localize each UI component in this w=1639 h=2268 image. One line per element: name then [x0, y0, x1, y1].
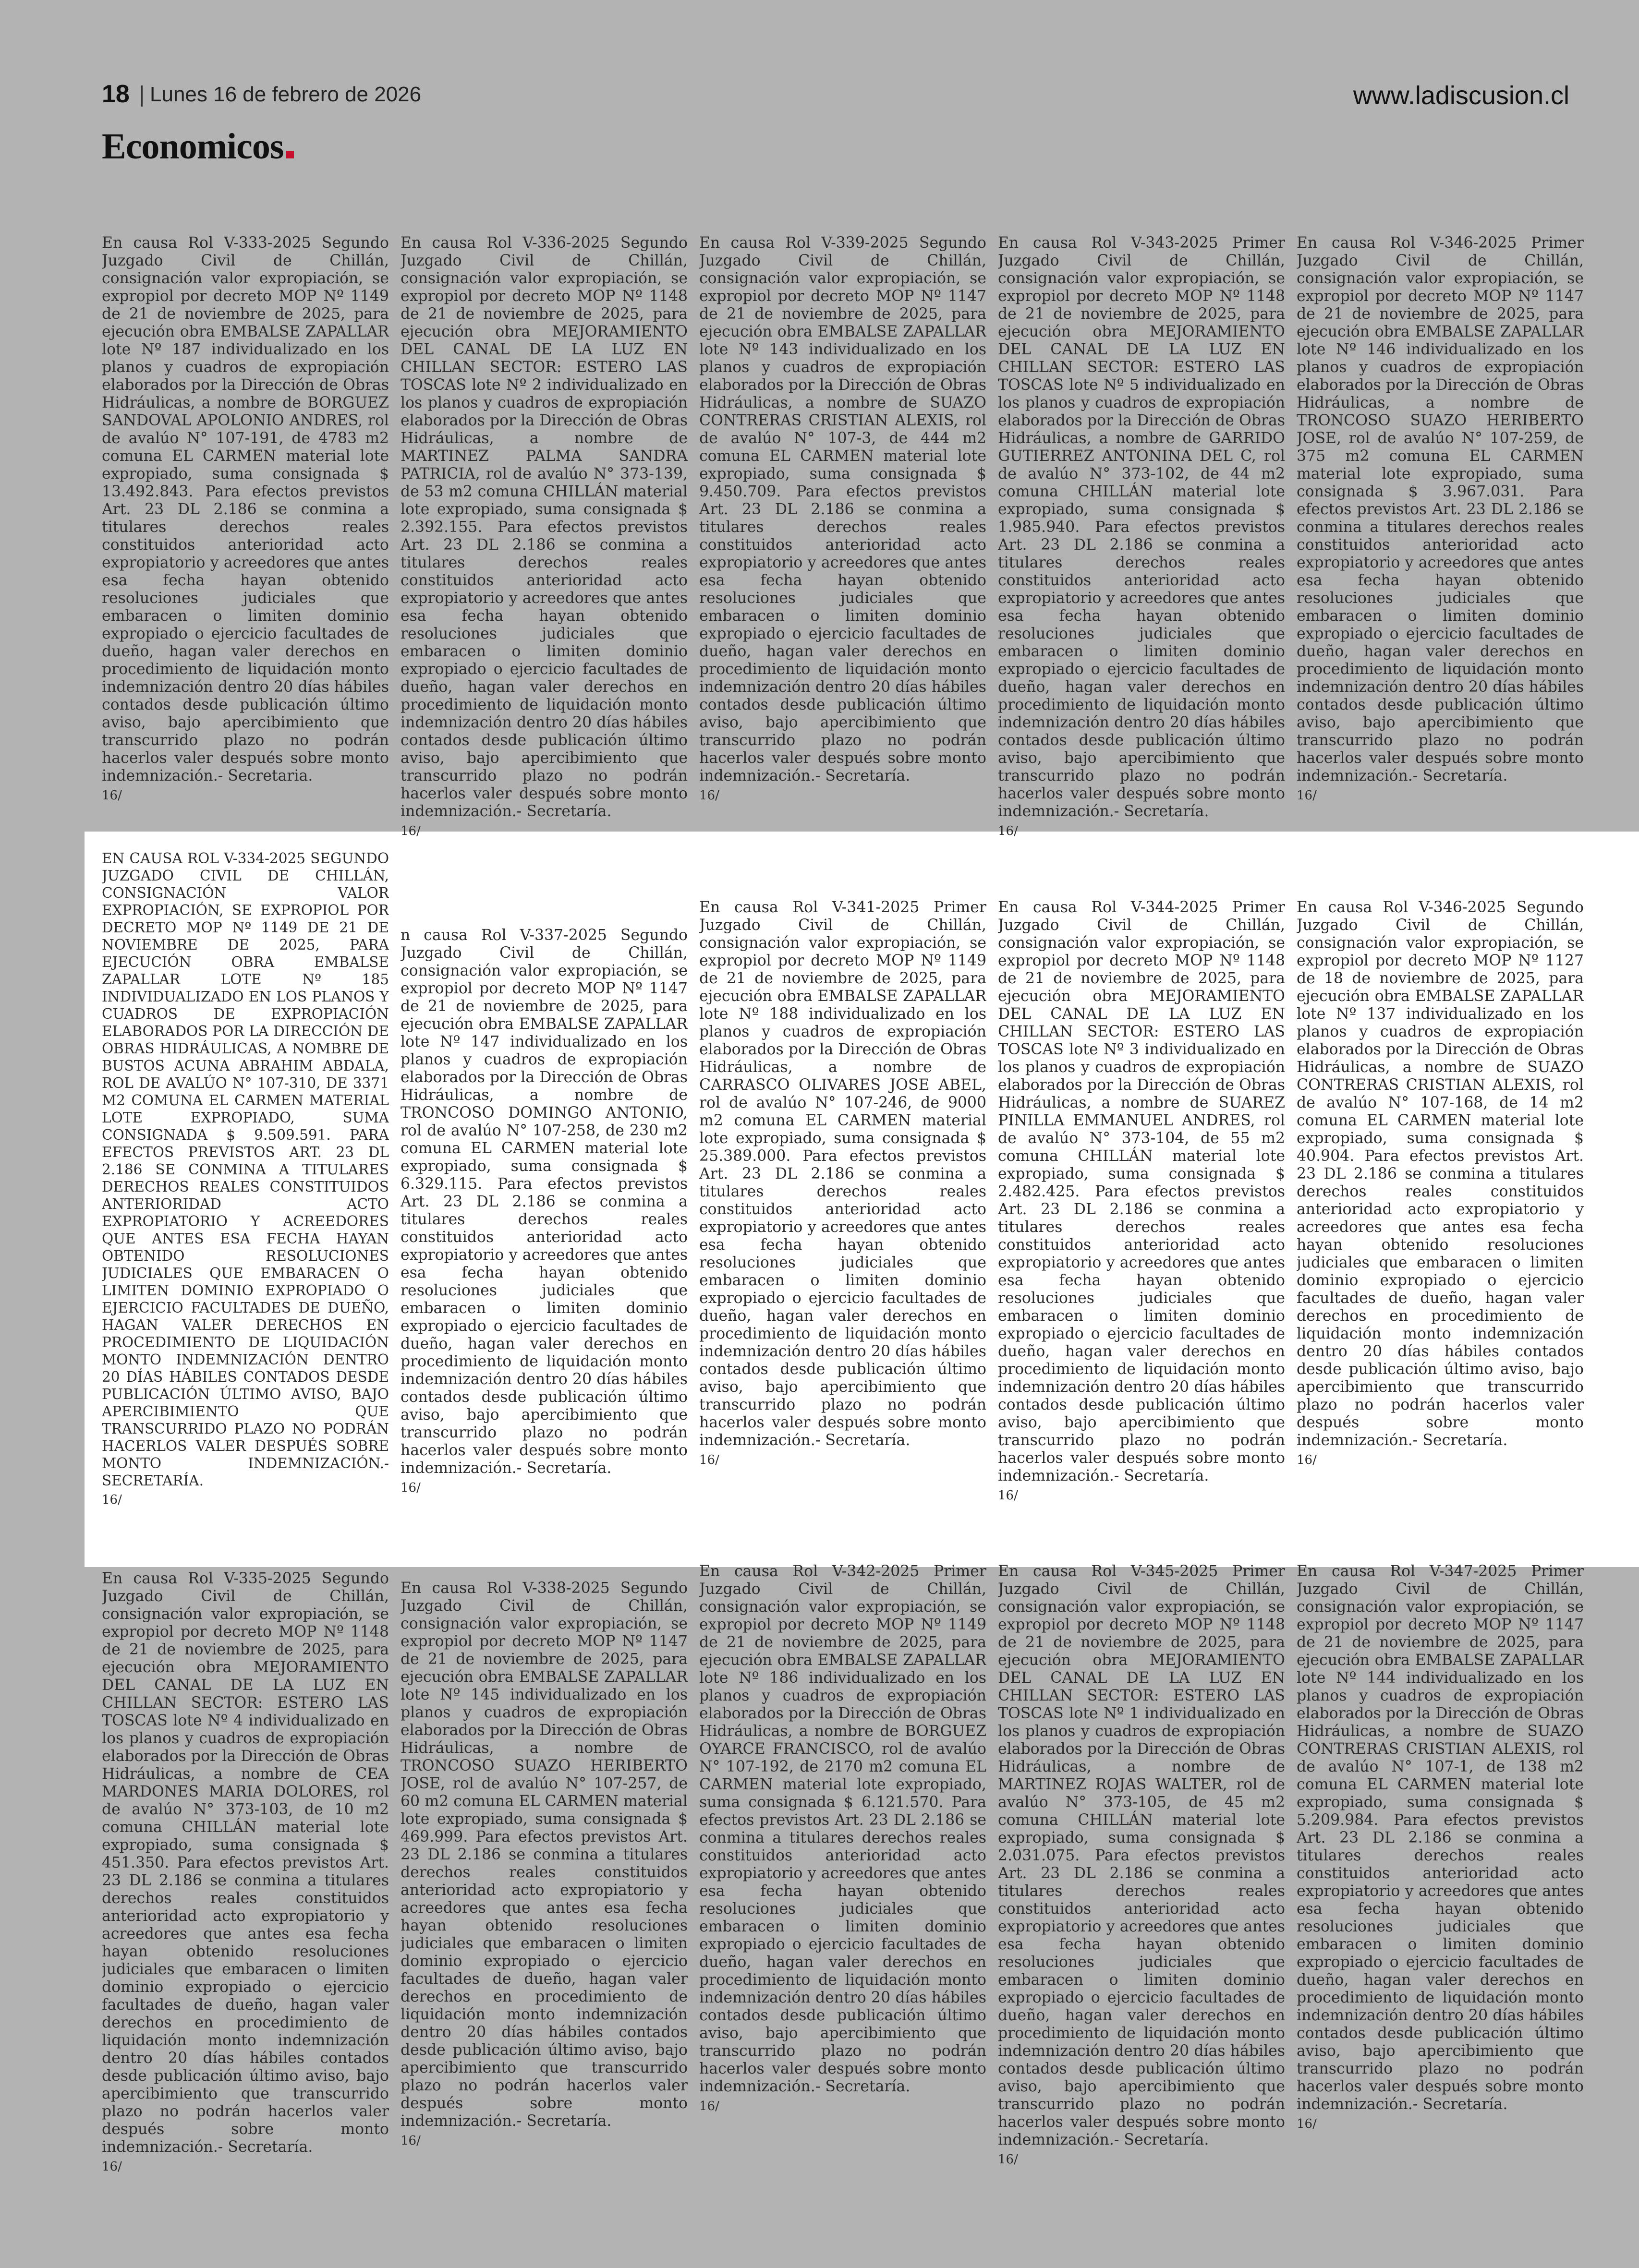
legal-notice: [102, 1570, 389, 2189]
legal-notice: [401, 234, 688, 878]
notice-text: En causa Rol V-339-2025 Segundo Juzgado Civil de Chillán, consignación valor expropiación, se expropiol por decreto MOP Nº 1147 de 21 de noviembre de 2025, para ejecución obra EMBALSE ZAPALLAR lote Nº 143 individualizado en los planos y cuadros de expropiación elaborados por la Dirección de Obras Hidráulicas, a nombre de SUAZO CONTRERAS CRISTIAN ALEXIS, rol de avalúo N° 107-3, de 444 m2 comuna EL CARMEN material lote expropiado, suma consignada $ 9.450.709. Para efectos previstos Art. 23 DL 2.186 se conmina a titulares derechos reales constituidos anterioridad acto expropiatorio y acreedores que antes esa fecha hayan obtenido resoluciones judiciales que embaracen o limiten dominio expropiado o ejercicio facultades de dueño, hagan valer derechos en procedimiento de liquidación monto indemnización dentro 20 días hábiles contados desde publicación último aviso, bajo apercibimiento que transcurrido plazo no podrán hacerlos valer después sobre monto indemnización.- Secretaría.: [699, 234, 986, 784]
issue-date: Lunes 16 de febrero de 2026: [150, 83, 422, 106]
legal-notice: [998, 234, 1285, 854]
notice-date-code: 16/: [1297, 1453, 1317, 1467]
legal-notice: [998, 899, 1285, 1523]
website-link[interactable]: www.ladiscusion.cl: [1353, 81, 1569, 110]
legal-notice: [699, 234, 986, 854]
notice-date-code: 16/: [699, 788, 719, 803]
section-title-text: Economicos: [102, 126, 284, 167]
section-title: [102, 126, 294, 169]
section-title-dot: [286, 151, 294, 158]
header-divider: [141, 85, 143, 107]
page-number: 18: [102, 80, 130, 108]
notice-text: En causa Rol V-338-2025 Segundo Juzgado Civil de Chillán, consignación valor expropiación, se expropiol por decreto MOP Nº 1147 de 21 de noviembre de 2025, para ejecución obra EMBALSE ZAPALLAR lote Nº 145 individualizado en los planos y cuadros de expropiación elaborados por la Dirección de Obras Hidráulicas, a nombre de TRONCOSO SUAZO HERIBERTO JOSE, rol de avalúo N° 107-257, de 60 m2 comuna EL CARMEN material lote expropiado, suma consignada $ 469.999. Para efectos previstos Art. 23 DL 2.186 se conmina a titulares derechos reales constituidos anterioridad acto expropiatorio y acreedores que antes esa fecha hayan obtenido resoluciones judiciales que embaracen o limiten dominio expropiado o ejercicio facultades de dueño, hagan valer derechos en procedimiento de liquidación monto indemnización dentro 20 días hábiles contados desde publicación último aviso, bajo apercibimiento que transcurrido plazo no podrán hacerlos valer después sobre monto indemnización.- Secretaría.: [401, 1580, 688, 2130]
notice-date-code: 16/: [998, 2152, 1018, 2167]
legal-notice: [1297, 234, 1584, 854]
notice-date-code: 16/: [699, 2099, 719, 2113]
notice-date-code: 16/: [102, 2159, 122, 2174]
notice-text: En causa Rol V-336-2025 Segundo Juzgado Civil de Chillán, consignación valor expropiación, se expropiol por decreto MOP Nº 1148 de 21 de noviembre de 2025, para ejecución obra MEJORAMIENTO DEL CANAL DE LA LUZ EN CHILLAN SECTOR: ESTERO LAS TOSCAS lote Nº 2 individualizado en los planos y cuadros de expropiación elaborados por la Dirección de Obras Hidráulicas, a nombre de MARTINEZ PALMA SANDRA PATRICIA, rol de avalúo N° 373-139, de 53 m2 comuna CHILLÁN material lote expropiado, suma consignada $ 2.392.155. Para efectos previstos Art. 23 DL 2.186 se conmina a titulares derechos reales constituidos anterioridad acto expropiatorio y acreedores que antes esa fecha hayan obtenido resoluciones judiciales que embaracen o limiten dominio expropiado o ejercicio facultades de dueño, hagan valer derechos en procedimiento de liquidación monto indemnización dentro 20 días hábiles contados desde publicación último aviso, bajo apercibimiento que transcurrido plazo no podrán hacerlos valer después sobre monto indemnización.- Secretaría.: [401, 234, 688, 820]
notice-text: En causa Rol V-346-2025 Primer Juzgado Civil de Chillán, consignación valor expropiación, se expropiol por decreto MOP Nº 1147 de 21 de noviembre de 2025, para ejecución obra EMBALSE ZAPALLAR lote Nº 146 individualizado en los planos y cuadros de expropiación elaborados por la Dirección de Obras Hidráulicas, a nombre de TRONCOSO SUAZO HERIBERTO JOSE, rol de avalúo N° 107-259, de 375 m2 comuna EL CARMEN material lote expropiado, suma consignada $ 3.967.031. Para efectos previstos Art. 23 DL 2.186 se conmina a titulares derechos reales constituidos anterioridad acto expropiatorio y acreedores que antes esa fecha hayan obtenido resoluciones judiciales que embaracen o limiten dominio expropiado o ejercicio facultades de dueño, hagan valer derechos en procedimiento de liquidación monto indemnización dentro 20 días hábiles contados desde publicación último aviso, bajo apercibimiento que transcurrido plazo no podrán hacerlos valer después sobre monto indemnización.- Secretaría.: [1297, 234, 1584, 784]
page-header: [102, 80, 1569, 113]
notice-text: En causa Rol V-345-2025 Primer Juzgado Civil de Chillán, consignación valor expropiación, se expropiol por decreto MOP Nº 1148 de 21 de noviembre de 2025, para ejecución obra MEJORAMIENTO DEL CANAL DE LA LUZ EN CHILLAN SECTOR: ESTERO LAS TOSCAS lote Nº 1 individualizado en los planos y cuadros de expropiación elaborados por la Dirección de Obras Hidráulicas, a nombre de MARTINEZ ROJAS WALTER, rol de avalúo N° 373-105, de 45 m2 comuna CHILLÁN material lote expropiado, suma consignada $ 2.031.075. Para efectos previstos Art. 23 DL 2.186 se conmina a titulares derechos reales constituidos anterioridad acto expropiatorio y acreedores que antes esa fecha hayan obtenido resoluciones judiciales que embaracen o limiten dominio expropiado o ejercicio facultades de dueño, hagan valer derechos en procedimiento de liquidación monto indemnización dentro 20 días hábiles contados desde publicación último aviso, bajo apercibimiento que transcurrido plazo no podrán hacerlos valer después sobre monto indemnización.- Secretaría.: [998, 1563, 1285, 2148]
notice-date-code: 16/: [401, 824, 421, 838]
notice-text: En causa Rol V-341-2025 Primer Juzgado Civil de Chillán, consignación valor expropiación, se expropiol por decreto MOP Nº 1149 de 21 de noviembre de 2025, para ejecución obra EMBALSE ZAPALLAR lote Nº 188 individualizado en los planos y cuadros de expropiación elaborados por la Dirección de Obras Hidráulicas, a nombre de CARRASCO OLIVARES JOSE ABEL, rol de avalúo N° 107-246, de 9000 m2 comuna EL CARMEN material lote expropiado, suma consignada $ 25.389.000. Para efectos previstos Art. 23 DL 2.186 se conmina a titulares derechos reales constituidos anterioridad acto expropiatorio y acreedores que antes esa fecha hayan obtenido resoluciones judiciales que embaracen o limiten dominio expropiado o ejercicio facultades de dueño, hagan valer derechos en procedimiento de liquidación monto indemnización dentro 20 días hábiles contados desde publicación último aviso, bajo apercibimiento que transcurrido plazo no podrán hacerlos valer después sobre monto indemnización.- Secretaría.: [699, 899, 986, 1449]
legal-notice: [1297, 1563, 1584, 2187]
legal-notice: [102, 850, 389, 1551]
legal-notice: [998, 1563, 1285, 2187]
notice-text: En causa Rol V-344-2025 Primer Juzgado Civil de Chillán, consignación valor expropiación, se expropiol por decreto MOP Nº 1148 de 21 de noviembre de 2025, para ejecución obra MEJORAMIENTO DEL CANAL DE LA LUZ EN CHILLAN SECTOR: ESTERO LAS TOSCAS lote Nº 3 individualizado en los planos y cuadros de expropiación elaborados por la Dirección de Obras Hidráulicas, a nombre de SUAREZ PINILLA EMMANUEL ANDRES, rol de avalúo N° 373-104, de 55 m2 comuna CHILLÁN material lote expropiado, suma consignada $ 2.482.425. Para efectos previstos Art. 23 DL 2.186 se conmina a titulares derechos reales constituidos anterioridad acto expropiatorio y acreedores que antes esa fecha hayan obtenido resoluciones judiciales que embaracen o limiten dominio expropiado o ejercicio facultades de dueño, hagan valer derechos en procedimiento de liquidación monto indemnización dentro 20 días hábiles contados desde publicación último aviso, bajo apercibimiento que transcurrido plazo no podrán hacerlos valer después sobre monto indemnización.- Secretaría.: [998, 899, 1285, 1484]
notice-date-code: 16/: [1297, 2117, 1317, 2131]
notice-text: En causa Rol V-346-2025 Segundo Juzgado Civil de Chillán, consignación valor expropiación, se expropiol por decreto MOP Nº 1127 de 18 de noviembre de 2025, para ejecución obra EMBALSE ZAPALLAR lote Nº 137 individualizado en los planos y cuadros de expropiación elaborados por la Dirección de Obras Hidráulicas, a nombre de SUAZO CONTRERAS CRISTIAN ALEXIS, rol de avalúo N° 107-168, de 14 m2 comuna EL CARMEN material lote expropiado, suma consignada $ 40.904. Para efectos previstos Art. 23 DL 2.186 se conmina a titulares derechos reales constituidos anterioridad acto expropiatorio y acreedores que antes esa fecha hayan obtenido resoluciones judiciales que embaracen o limiten dominio expropiado o ejercicio facultades de dueño, hagan valer derechos en procedimiento de liquidación monto indemnización dentro 20 días hábiles contados desde publicación último aviso, bajo apercibimiento que transcurrido plazo no podrán hacerlos valer después sobre monto indemnización.- Secretaría.: [1297, 899, 1584, 1449]
notice-text: En causa Rol V-342-2025 Primer Juzgado Civil de Chillán, consignación valor expropiación, se expropiol por decreto MOP Nº 1149 de 21 de noviembre de 2025, para ejecución obra EMBALSE ZAPALLAR lote Nº 186 individualizado en los planos y cuadros de expropiación elaborados por la Dirección de Obras Hidráulicas, a nombre de BORGUEZ OYARCE FRANCISCO, rol de avalúo N° 107-192, de 2170 m2 comuna EL CARMEN material lote expropiado, suma consignada $ 6.121.570. Para efectos previstos Art. 23 DL 2.186 se conmina a titulares derechos reales constituidos anterioridad acto expropiatorio y acreedores que antes esa fecha hayan obtenido resoluciones judiciales que embaracen o limiten dominio expropiado o ejercicio facultades de dueño, hagan valer derechos en procedimiento de liquidación monto indemnización dentro 20 días hábiles contados desde publicación último aviso, bajo apercibimiento que transcurrido plazo no podrán hacerlos valer después sobre monto indemnización.- Secretaría.: [699, 1563, 986, 2095]
notice-date-code: 16/: [401, 1481, 421, 1495]
notice-date-code: 16/: [699, 1453, 719, 1467]
notice-date-code: 16/: [998, 824, 1018, 838]
legal-notice: [699, 1563, 986, 2187]
legal-notice: [699, 899, 986, 1523]
notice-text: En causa Rol V-343-2025 Primer Juzgado Civil de Chillán, consignación valor expropiación, se expropiol por decreto MOP Nº 1148 de 21 de noviembre de 2025, para ejecución obra MEJORAMIENTO DEL CANAL DE LA LUZ EN CHILLAN SECTOR: ESTERO LAS TOSCAS lote Nº 5 individualizado en los planos y cuadros de expropiación elaborados por la Dirección de Obras Hidráulicas, a nombre de GARRIDO GUTIERREZ ANTONINA DEL C, rol de avalúo N° 373-102, de 44 m2 comuna CHILLÁN material lote expropiado, suma consignada $ 1.985.940. Para efectos previstos Art. 23 DL 2.186 se conmina a titulares derechos reales constituidos anterioridad acto expropiatorio y acreedores que antes esa fecha hayan obtenido resoluciones judiciales que embaracen o limiten dominio expropiado o ejercicio facultades de dueño, hagan valer derechos en procedimiento de liquidación monto indemnización dentro 20 días hábiles contados desde publicación último aviso, bajo apercibimiento que transcurrido plazo no podrán hacerlos valer después sobre monto indemnización.- Secretaría.: [998, 234, 1285, 820]
notice-text: En causa Rol V-333-2025 Segundo Juzgado Civil de Chillán, consignación valor expropiación, se expropiol por decreto MOP Nº 1149 de 21 de noviembre de 2025, para ejecución obra EMBALSE ZAPALLAR lote Nº 187 individualizado en los planos y cuadros de expropiación elaborados por la Dirección de Obras Hidráulicas, a nombre de BORGUEZ SANDOVAL APOLONIO ANDRES, rol de avalúo N° 107-191, de 4783 m2 comuna EL CARMEN material lote expropiado, suma consignada $ 13.492.843. Para efectos previstos Art. 23 DL 2.186 se conmina a titulares derechos reales constituidos anterioridad acto expropiatorio y acreedores que antes esa fecha hayan obtenido resoluciones judiciales que embaracen o limiten dominio expropiado o ejercicio facultades de dueño, hagan valer derechos en procedimiento de liquidación monto indemnización dentro 20 días hábiles contados desde publicación último aviso, bajo apercibimiento que transcurrido plazo no podrán hacerlos valer después sobre monto indemnización.- Secretaria.: [102, 234, 389, 784]
legal-notice: [102, 234, 389, 830]
notice-text: En causa Rol V-335-2025 Segundo Juzgado Civil de Chillán, consignación valor expropiación, se expropiol por decreto MOP Nº 1148 de 21 de noviembre de 2025, para ejecución obra MEJORAMIENTO DEL CANAL DE LA LUZ EN CHILLAN SECTOR: ESTERO LAS TOSCAS lote Nº 4 individualizado en los planos y cuadros de expropiación elaborados por la Dirección de Obras Hidráulicas, a nombre de CEA MARDONES MARIA DOLORES, rol de avalúo N° 373-103, de 10 m2 comuna CHILLÁN material lote expropiado, suma consignada $ 451.350. Para efectos previstos Art. 23 DL 2.186 se conmina a titulares derechos reales constituidos anterioridad acto expropiatorio y acreedores que antes esa fecha hayan obtenido resoluciones judiciales que embaracen o limiten dominio expropiado o ejercicio facultades de dueño, hagan valer derechos en procedimiento de liquidación monto indemnización dentro 20 días hábiles contados desde publicación último aviso, bajo apercibimiento que transcurrido plazo no podrán hacerlos valer después sobre monto indemnización.- Secretaría.: [102, 1570, 389, 2156]
legal-notice: [401, 1580, 688, 2189]
notice-text: EN CAUSA ROL V-334-2025 SEGUNDO JUZGADO CIVIL DE CHILLÁN, CONSIGNACIÓN VALOR EXPROPIACIÓN, SE EXPROPIOL POR DECRETO MOP Nº 1149 DE 21 DE NOVIEMBRE DE 2025, PARA EJECUCIÓN OBRA EMBALSE ZAPALLAR LOTE Nº 185 INDIVIDUALIZADO EN LOS PLANOS Y CUADROS DE EXPROPIACIÓN ELABORADOS POR LA DIRECCIÓN DE OBRAS HIDRÁULICAS, A NOMBRE DE BUSTOS ACUNA ABRAHIM ABDALA, ROL DE AVALÚO N° 107-310, DE 3371 M2 COMUNA EL CARMEN MATERIAL LOTE EXPROPIADO, SUMA CONSIGNADA $ 9.509.591. PARA EFECTOS PREVISTOS ART. 23 DL 2.186 SE CONMINA A TITULARES DERECHOS REALES CONSTITUIDOS ANTERIORIDAD ACTO EXPROPIATORIO Y ACREEDORES QUE ANTES ESA FECHA HAYAN OBTENIDO RESOLUCIONES JUDICIALES QUE EMBARACEN O LIMITEN DOMINIO EXPROPIADO O EJERCICIO FACULTADES DE DUEÑO, HAGAN VALER DERECHOS EN PROCEDIMIENTO DE LIQUIDACIÓN MONTO INDEMNIZACIÓN DENTRO 20 DÍAS HÁBILES CONTADOS DESDE PUBLICACIÓN ÚLTIMO AVISO, BAJO APERCIBIMIENTO QUE TRANSCURRIDO PLAZO NO PODRÁN HACERLOS VALER DESPUÉS SOBRE MONTO INDEMNIZACIÓN.- SECRETARÍA.: [102, 850, 389, 1489]
notice-date-code: 16/: [102, 1493, 122, 1507]
notice-text: n causa Rol V-337-2025 Segundo Juzgado Civil de Chillán, consignación valor expropiación, se expropiol por decreto MOP Nº 1147 de 21 de noviembre de 2025, para ejecución obra EMBALSE ZAPALLAR lote Nº 147 individualizado en los planos y cuadros de expropiación elaborados por la Dirección de Obras Hidráulicas, a nombre de TRONCOSO DOMINGO ANTONIO, rol de avalúo N° 107-258, de 230 m2 comuna EL CARMEN material lote expropiado, suma consignada $ 6.329.115. Para efectos previstos Art. 23 DL 2.186 se conmina a titulares derechos reales constituidos anterioridad acto expropiatorio y acreedores que antes esa fecha hayan obtenido resoluciones judiciales que embaracen o limiten dominio expropiado o ejercicio facultades de dueño, hagan valer derechos en procedimiento de liquidación monto indemnización dentro 20 días hábiles contados desde publicación último aviso, bajo apercibimiento que transcurrido plazo no podrán hacerlos valer después sobre monto indemnización.- Secretaría.: [401, 927, 688, 1477]
notice-date-code: 16/: [1297, 788, 1317, 803]
legal-notice: [1297, 899, 1584, 1523]
notice-date-code: 16/: [998, 1488, 1018, 1503]
notice-date-code: 16/: [401, 2134, 421, 2148]
notice-date-code: 16/: [102, 788, 122, 803]
notice-text: En causa Rol V-347-2025 Primer Juzgado Civil de Chillán, consignación valor expropiación, se expropiol por decreto MOP Nº 1147 de 21 de noviembre de 2025, para ejecución obra EMBALSE ZAPALLAR lote Nº 144 individualizado en los planos y cuadros de expropiación elaborados por la Dirección de Obras Hidráulicas, a nombre de SUAZO CONTRERAS CRISTIAN ALEXIS, rol de avalúo N° 107-1, de 138 m2 comuna EL CARMEN material lote expropiado, suma consignada $ 5.209.984. Para efectos previstos Art. 23 DL 2.186 se conmina a titulares derechos reales constituidos anterioridad acto expropiatorio y acreedores que antes esa fecha hayan obtenido resoluciones judiciales que embaracen o limiten dominio expropiado o ejercicio facultades de dueño, hagan valer derechos en procedimiento de liquidación monto indemnización dentro 20 días hábiles contados desde publicación último aviso, bajo apercibimiento que transcurrido plazo no podrán hacerlos valer después sobre monto indemnización.- Secretaría.: [1297, 1563, 1584, 2113]
legal-notice: [401, 927, 688, 1541]
